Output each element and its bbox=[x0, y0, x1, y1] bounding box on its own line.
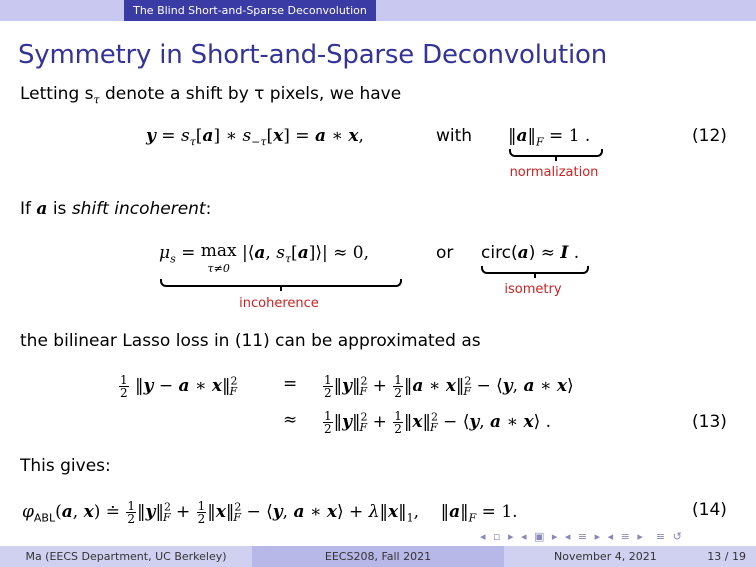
eq13-line2-rhs: $\frac{1}{2}$ ‖y‖$^2_F$ + $\frac{1}{2}$ ‖x‖$^2_F$ − ⟨y, a ∗ x⟩ . bbox=[324, 409, 552, 436]
gives-text: This gives: bbox=[20, 456, 111, 476]
eq13-line1-lhs: $\frac{1}{2}$ ‖y − a ∗ x‖$^2_F$ bbox=[120, 373, 238, 400]
isometry-expression: circ(a) ≈ I . bbox=[481, 243, 580, 263]
equation-12: $y = s_\tau[a]$ ∗ $s_{-\tau}[x] = a$ ∗ x, bbox=[146, 126, 364, 149]
footer-page: 13 / 19 bbox=[707, 550, 746, 563]
lasso-text: the bilinear Lasso loss in (11) can be approximated as bbox=[20, 331, 481, 351]
footer-course: EECS208, Fall 2021 bbox=[252, 546, 504, 567]
footer-right bbox=[504, 546, 756, 567]
incoherence-equation: $\mu_s = \max$ τ≠0 |⟨a, $s_\tau[a]⟩| \approx 0$, bbox=[159, 241, 369, 275]
norm-expression: $‖a‖_F = 1$ . bbox=[508, 126, 591, 149]
eq14-number: (14) bbox=[692, 500, 727, 520]
slide-title: Symmetry in Short-and-Sparse Deconvolution bbox=[18, 40, 608, 70]
footer-date: November 4, 2021 bbox=[554, 550, 657, 563]
normalization-label: normalization bbox=[509, 165, 599, 180]
eq12-number: (12) bbox=[692, 126, 727, 146]
footer-author: Ma (EECS Department, UC Berkeley) bbox=[0, 546, 252, 567]
eq13-number: (13) bbox=[692, 412, 727, 432]
equation-14: $\varphi_{ABL}(a$, x) ≐ $\frac{1}{2}$ ‖y‖$^2_F$ + $\frac{1}{2}$ ‖x‖$^2_F$ − ⟨y, a ∗ x⟩ + $\lambda‖x‖_1$, $‖a‖_F = 1$. bbox=[22, 499, 518, 526]
eq13-line1-rhs: $\frac{1}{2}$ ‖y‖$^2_F$ + $\frac{1}{2}$ ‖a ∗ x‖$^2_F$ − ⟨y, a ∗ x⟩ bbox=[324, 373, 574, 400]
or-text: or bbox=[436, 243, 454, 263]
incoherence-label: incoherence bbox=[239, 296, 319, 311]
footer-bar bbox=[0, 546, 756, 567]
eq13-equals: = bbox=[283, 374, 298, 394]
header-bar bbox=[0, 0, 756, 21]
normalization-brace bbox=[509, 149, 603, 157]
section-title: The Blind Short-and-Sparse Deconvolution bbox=[133, 4, 367, 17]
eq13-approx: ≈ bbox=[283, 410, 298, 430]
current-section bbox=[124, 0, 376, 21]
intro-text: Letting $s_\tau$ denote a shift by τ pixels, we have bbox=[20, 84, 402, 107]
eq12-with: with bbox=[436, 126, 473, 146]
isometry-brace bbox=[481, 266, 589, 274]
incoherence-brace bbox=[160, 279, 402, 287]
beamer-navigation-icons[interactable]: ◂ ▫ ▸ ◂ ▣ ▸ ◂ ≡ ▸ ◂ ≡ ▸ ≡ ↺ bbox=[480, 530, 684, 543]
isometry-label: isometry bbox=[504, 282, 562, 297]
if-text: If a is shift incoherent: bbox=[20, 199, 212, 219]
